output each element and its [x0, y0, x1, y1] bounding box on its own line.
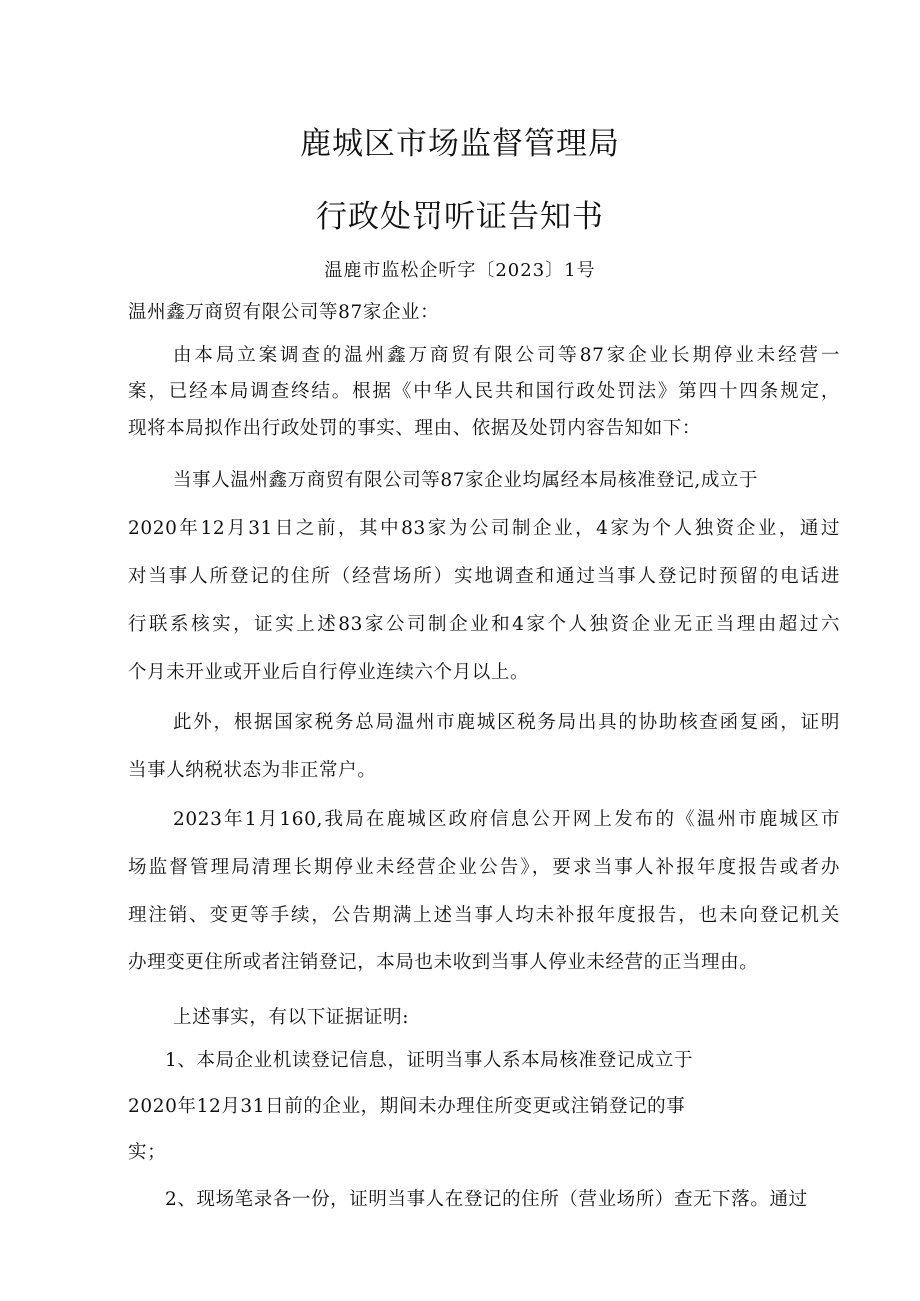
paragraph-line: 办理变更住所或者注销登记，本局也未收到当事人停业未经营的正当理由。	[128, 952, 759, 973]
addressee: 温州鑫万商贸有限公司等87家企业：	[128, 302, 440, 323]
document-number: 温鹿市监松企听字〔2023〕1号	[324, 260, 596, 281]
paragraph-line: 当事人温州鑫万商贸有限公司等87家企业均属经本局核准登记,成立于	[173, 470, 759, 491]
paragraph-line: 行联系核实，证实上述83家公司制企业和4家个人独资企业无正当理由超过六	[128, 614, 840, 635]
evidence-item-line: 实；	[128, 1142, 167, 1163]
evidence-item-line: 2020年12月31日前的企业，期间未办理住所变更或注销登记的事	[128, 1096, 686, 1117]
paragraph-line: 场监督管理局清理长期停业未经营企业公告》，要求当事人补报年度报告或者办	[128, 857, 840, 878]
paragraph-line: 由本局立案调查的温州鑫万商贸有限公司等87家企业长期停业未经营一	[173, 345, 840, 366]
paragraph-line: 2023年1月160,我局在鹿城区政府信息公开网上发布的《温州市鹿城区市	[173, 809, 840, 830]
paragraph-line: 现将本局拟作出行政处罚的事实、理由、依据及处罚内容告知如下：	[128, 418, 702, 439]
paragraph-line: 案，已经本局调查终结。根据《中华人民共和国行政处罚法》第四十四条规定，	[128, 381, 840, 402]
evidence-item-line: 2、现场笔录各一份，证明当事人在登记的住所（营业场所）查无下落。通过	[165, 1189, 808, 1210]
paragraph-line: 个月未开业或开业后自行停业连续六个月以上。	[128, 662, 530, 683]
paragraph-line: 对当事人所登记的住所（经营场所）实地调查和通过当事人登记时预留的电话进	[128, 566, 840, 587]
paragraph-line: 2020年12月31日之前，其中83家为公司制企业，4家为个人独资企业，通过	[128, 518, 840, 539]
document-title-agency: 鹿城区市场监督管理局	[300, 126, 620, 162]
evidence-item-line: 1、本局企业机读登记信息，证明当事人系本局核准登记成立于	[165, 1050, 694, 1071]
paragraph-line: 理注销、变更等手续，公告期满上述当事人均未补报年度报告，也未向登记机关	[128, 905, 840, 926]
paragraph-line: 当事人纳税状态为非正常户。	[128, 760, 377, 781]
document-title-type: 行政处罚听证告知书	[316, 199, 604, 235]
paragraph-line: 此外，根据国家税务总局温州市鹿城区税务局出具的协助核查函复函，证明	[173, 712, 840, 733]
evidence-intro: 上述事实，有以下证据证明:	[173, 1007, 410, 1028]
